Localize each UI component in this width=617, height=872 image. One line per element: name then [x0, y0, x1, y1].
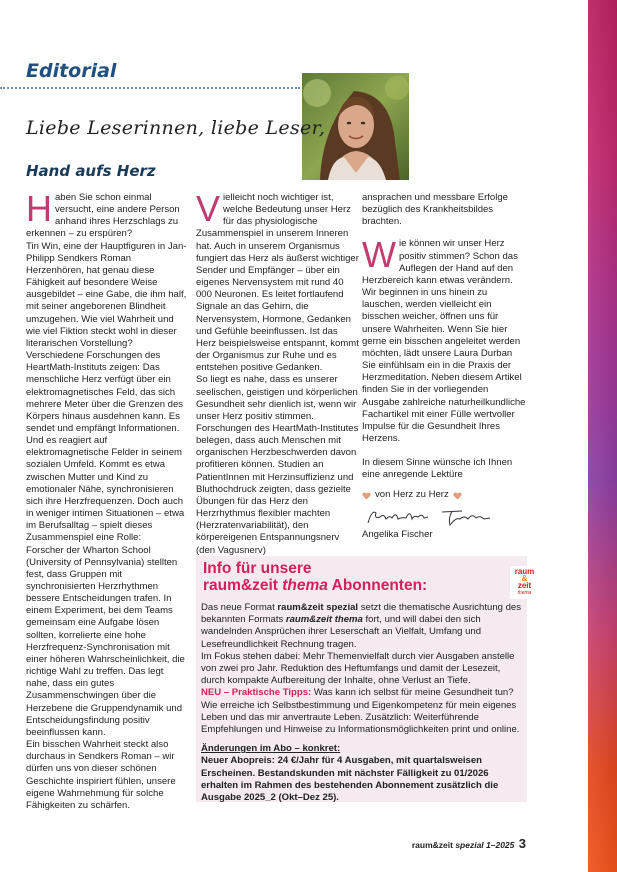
- column-text: ie können wir unser Herz positiv stimmen? Schon das Auflegen der Hand auf den Herzbereich kann etwas verändern. Wir beginnen in uns hinein zu lauschen, werden vielleicht ein bisschen weicher, öffnen uns für unsere Wahrheiten. Wenn Sie hier gerne ein bisschen angeleitet werden möchten, lädt unsere Laura Durban Sie einfühlsam ein in die Praxis der Herzmeditation. Neben diesem Artikel finden Sie in der vorliegenden Ausgabe zahlreiche naturheilkundliche Fachartikel mit einer Fülle wertvoller Impulse für die Gesundheit Ihres Herzens.: [362, 238, 526, 444]
- dropcap: H: [26, 188, 52, 229]
- info-box-title: [203, 560, 427, 594]
- changes-text: Neuer Abopreis: 24 €/Jahr für 4 Ausgaben, mit quartalsweisen Erscheinen. Bestandskunden mit nächster Fälligkeit zu 01/2026 erhalten im Rahmen des bestehenden Abonnement zusätzlich die Ausgabe 2025_2 (Okt–Dez 25).: [201, 755, 499, 804]
- info-title-line2: raum&zeit thema Abonnenten:: [203, 577, 428, 594]
- page-footer: [412, 836, 526, 851]
- page-number: 3: [518, 836, 526, 851]
- article-column-2: [196, 188, 359, 557]
- dropcap: V: [196, 188, 221, 229]
- sign-off: von Herz zu Herz: [375, 489, 449, 501]
- column-text: ielleicht noch wichtiger ist, welche Bedeutung unser Herz für das physiologische Zusammenspiel in unserem Inneren hat. Auch in unserem Organismus fungiert das Herz als äußerst wichtiger Sender und Empfänger – über ein eigenes Nervensystem mit rund 40 000 Neuronen. Es leitet fortlaufend Signale an das Gehirn, die Nervensystem, Hormone, Gedanken und Gefühle beeinflussen. Ist das Herz beispielsweise entspannt, kommt der Organismus zur Ruhe und es entstehen positive Gedanken. So liegt es nahe, dass es unserer seelischen, geistigen und körperlichen Gesundheit sehr dienlich ist, wenn wir unser Herz positiv stimmen. Forschungen des HeartMath-Institutes belegen, dass auch Menschen mit organischen Herzbeschwerden davon profitieren können. Studien an PatientInnen mit Herzinsuffizienz und Bluthochdruck zeigten, dass gezielte Übungen für das Herz den Herzrhythmus flexibler machten (Herzratenvariabilität), den körpereigenen Entspannungsnerv (den Vagusnerv): [196, 192, 359, 556]
- changes-heading: Änderungen im Abo – konkret:: [201, 743, 341, 755]
- closing-text: In diesem Sinne wünsche ich Ihnen eine anregende Lektüre: [362, 457, 513, 481]
- footer-edition: spezial 1–2025: [455, 840, 515, 850]
- info-paragraph-1: Das neue Format raum&zeit spezial setzt die thematische Ausrichtung des bekannten Formats raum&zeit thema fort, und will dabei den sich wandelnden Ansprüchen ihrer Leserschaft an Vielfalt, Umfang und Lesefreundlichkeit Rechnung tragen.: [201, 602, 521, 650]
- column-text: aben Sie schon einmal versucht, eine andere Person anhand ihres Herzschlags zu erkennen – zu erspüren? Tin Win, eine der Hauptfiguren in Jan-Philipp Sendkers Roman Herzenhören, hat genau diese Fähigkeit auf besondere Weise ausgebildet – eine Gabe, die ihm half, mit seiner angeborenen Blindheit umzugehen. Wie viel Wahrheit und wie viel Fiktion steckt wohl in dieser literarischen Vorstellung? Verschiedene Forschungen des HeartMath-Instituts zeigen: Das menschliche Herz verfügt über ein elektromagnetisches Feld, das sich mehrere Meter über die Grenzen des Körpers hinaus ausdehnen kann. Es sendet und empfängt Informationen. Und es reagiert auf elektromagnetische Felder in seinem sozialen Umfeld. Kommt es etwa zwischen Mutter und Kind zu emotionaler Nähe, synchronisieren sich ihre Herzfrequenzen. Doch auch in weniger intimen Situationen – etwa im Berufsalltag – spielt dieses Zusammenspiel eine Rolle: Forscher der Wharton School (University of Pennsylvania) stellten fest, dass Gruppen mit synchronisierten Herzrhythmen bessere Entscheidungen trafen. In einem Experiment, bei dem Teams gemeinsam eine Aufgabe lösen sollten, korrelierte eine hohe Herzfrequenz-Synchronisation mit einer höheren Wahrscheinlichkeit, die richtige Wahl zu treffen. Das legt nahe, dass ein gutes Zusammenschwingen über die Herzebene die Gruppendynamik und Entscheidungsfindung positiv beeinflussen kann. Ein bisschen Wahrheit steckt also durchaus in Sendkers Roman – wir dürfen uns von dieser schönen Geschichte inspiriert fühlen, unsere eigene Wahrnehmung für solche Fähigkeiten zu schärfen.: [26, 192, 187, 811]
- greeting: Liebe Leserinnen, liebe Leser,: [26, 117, 326, 139]
- decorative-side-band: [588, 0, 617, 872]
- column-lead-text: ansprachen und messbare Erfolge bezüglich des Krankheitsbildes brachten.: [362, 192, 508, 228]
- info-title-line1: Info für unsere: [203, 560, 312, 577]
- article-column-1: [26, 188, 188, 812]
- subscriber-info-box: [196, 556, 535, 804]
- heart-icon: [453, 492, 462, 500]
- footer-brand: raum&zeit: [411, 840, 453, 850]
- signer-name: Angelika Fischer: [362, 528, 433, 540]
- info-paragraph-2: Im Fokus stehen dabei: Mehr Themenvielfalt durch vier Ausgaben anstelle von zwei pro Jahr. Reduktion des Heftumfangs und damit der Lesezeit, durch kompakte Aufbereitung der Inhalte, ohne Verlust an Tiefe.: [201, 650, 515, 687]
- article-column-3: [362, 192, 526, 541]
- sign-off-line: [362, 489, 526, 501]
- raum-zeit-thema-logo: raum & zeit thema: [510, 566, 539, 599]
- section-label: Editorial: [26, 60, 117, 82]
- headline: Hand aufs Herz: [26, 162, 156, 180]
- handwritten-signature: [362, 505, 526, 529]
- info-box-body: [201, 602, 523, 804]
- section-rule: [0, 87, 300, 89]
- info-paragraph-3: NEU – Praktische Tipps: Was kann ich selbst für meine Gesundheit tun? Wie erreiche ich Selbstbestimmung und Eigenkompetenz für mein eigenes Leben und das mir anvertraute Leben. Zusätzlich: Weiterführende Empfehlungen und Hinweise zu Informationsmöglichkeiten print und online.: [201, 687, 520, 736]
- dropcap: W: [362, 234, 396, 276]
- heart-icon: [362, 492, 371, 500]
